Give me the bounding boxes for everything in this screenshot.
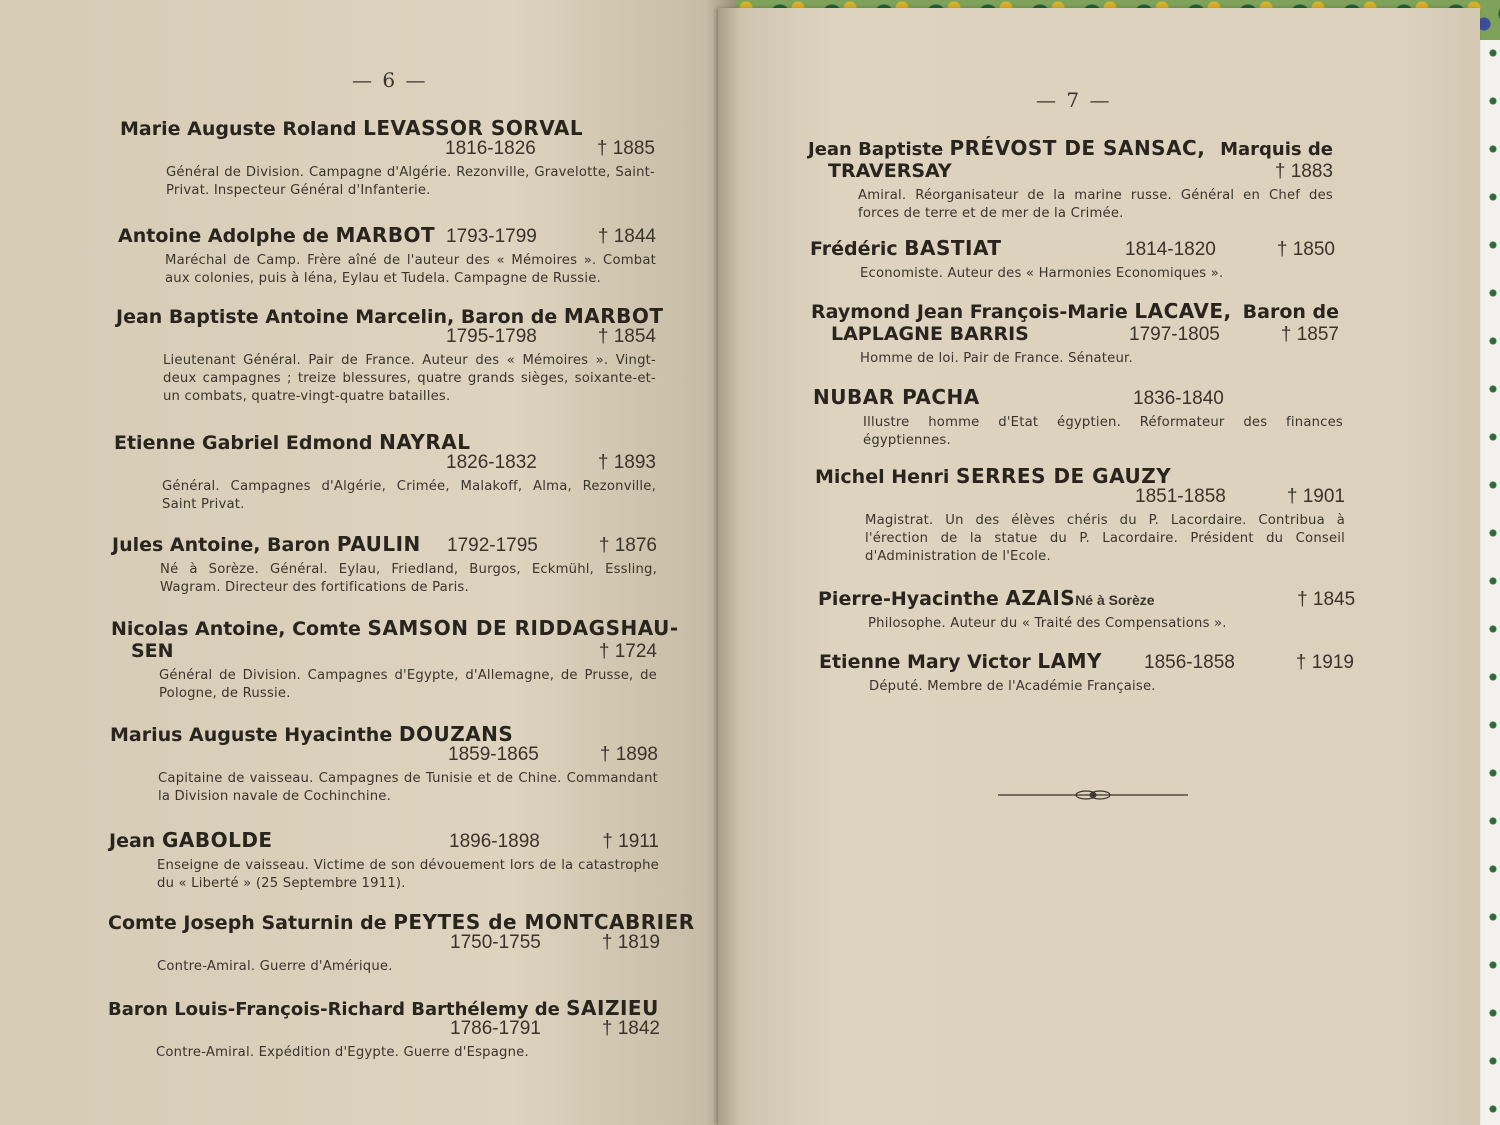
entry-surname: AZAIS (1005, 586, 1076, 610)
entry-description: Amiral. Réorganisateur de la marine russe. Général en Chef des forces de terre et de mer de la Crimée. (858, 188, 1333, 221)
entry-given-names: Jules Antoine, Baron (112, 534, 331, 556)
list-item (112, 532, 657, 597)
entry-death: † 1876 (598, 535, 657, 556)
list-item (118, 223, 656, 288)
list-item (116, 304, 664, 406)
entry-description: Né à Sorèze. Général. Eylau, Friedland, Burgos, Eckmühl, Essling, Wagram. Directeur des fortifications de Paris. (160, 562, 657, 595)
right-page (718, 8, 1480, 1125)
entry-given-names: Pierre-Hyacinthe (818, 588, 999, 610)
entry-given-names: Jean Baptiste Antoine Marcelin, Baron de (116, 306, 558, 328)
list-item (811, 299, 1339, 368)
entry-description: Contre-Amiral. Guerre d'Amérique. (157, 959, 393, 974)
entry-years: 1836-1840 (1133, 388, 1224, 409)
entry-surname: DOUZANS (398, 722, 514, 746)
entry-title: Marquis de (1220, 139, 1333, 160)
list-item (108, 910, 695, 976)
entry-given-names: Etienne Gabriel Edmond (114, 432, 373, 454)
entry-years: 1816-1826 (445, 138, 536, 159)
list-item (111, 616, 679, 703)
entry-description: Capitaine de vaisseau. Campagnes de Tunisie et de Chine. Commandant la Division navale de Cochinchine. (158, 771, 658, 804)
entry-death: † 1893 (597, 452, 656, 473)
entry-description: Contre-Amiral. Expédition d'Egypte. Guerre d'Espagne. (156, 1045, 529, 1060)
list-item (818, 586, 1356, 633)
list-item (813, 385, 1343, 450)
list-item (108, 996, 660, 1062)
entry-years: 1856-1858 (1144, 652, 1235, 673)
entry-surname: NAYRAL (379, 430, 471, 454)
entry-given-names: Jean (109, 830, 156, 852)
page-number: — 6 — (352, 68, 428, 92)
entry-description: Lieutenant Général. Pair de France. Auteur des « Mémoires ». Vingt-deux campagnes ; treize blessures, quatre grands sièges, soixante-et-un combats, quatre-vingt-quatre batailles. (163, 353, 656, 404)
entry-surname-continued: SEN (131, 640, 174, 662)
list-item (808, 136, 1333, 223)
entry-description: Magistrat. Un des élèves chéris du P. Lacordaire. Contribua à l'érection de la statue du P. Lacordaire. Président du Conseil d'Administration de l'Ecole. (865, 513, 1345, 564)
list-item (815, 464, 1345, 566)
list-item (120, 116, 655, 200)
entry-death: † 1901 (1286, 486, 1345, 507)
entry-surname: BASTIAT (904, 236, 1002, 260)
entry-years: 1750-1755 (450, 932, 541, 953)
entry-surname: MARBOT (563, 304, 664, 328)
entry-description: Philosophe. Auteur du « Traité des Compensations ». (868, 616, 1227, 631)
entry-given-names: Raymond Jean François-Marie (811, 301, 1128, 323)
entry-surname: NUBAR PACHA (813, 385, 980, 409)
entry-years: 1826-1832 (446, 452, 537, 473)
entry-years: 1795-1798 (446, 326, 537, 347)
entry-title: Baron de (1242, 301, 1339, 323)
entry-surname: SAMSON DE RIDDAGSHAU- (367, 616, 679, 640)
entry-given-names: Comte Joseph Saturnin de (108, 912, 387, 934)
entry-years: 1797-1805 (1129, 324, 1220, 345)
entry-description: Economiste. Auteur des « Harmonies Economiques ». (860, 266, 1224, 281)
list-item (114, 430, 656, 514)
page-number: — 7 — (1036, 88, 1112, 112)
entry-description: Illustre homme d'Etat égyptien. Réformateur des finances égyptiennes. (863, 415, 1343, 448)
list-item (109, 828, 659, 893)
list-item (110, 722, 658, 806)
entry-death: † 1919 (1295, 652, 1354, 673)
entry-years: 1896-1898 (449, 831, 540, 852)
entry-years: 1786-1791 (450, 1018, 541, 1039)
entry-death: † 1911 (602, 831, 659, 852)
entry-given-names: Marius Auguste Hyacinthe (110, 724, 393, 746)
entry-surname: PEYTES de MONTCABRIER (393, 910, 695, 934)
entry-surname: GABOLDE (161, 828, 273, 852)
entry-given-names: Etienne Mary Victor (819, 651, 1031, 673)
entry-death: † 1850 (1276, 239, 1335, 260)
entry-death: † 1885 (596, 138, 655, 159)
entry-years: 1792-1795 (447, 535, 538, 556)
entry-description: Homme de loi. Pair de France. Sénateur. (860, 351, 1133, 366)
entry-surname: SERRES DE GAUZY (956, 464, 1172, 488)
entry-surname: SAIZIEU (566, 996, 659, 1020)
entry-given-names: Nicolas Antoine, Comte (111, 618, 361, 640)
entry-surname: LACAVE, (1134, 299, 1232, 323)
entry-description: Député. Membre de l'Académie Française. (869, 679, 1156, 694)
entry-death: † 1857 (1280, 324, 1339, 345)
entry-surname-continued: TRAVERSAY (828, 160, 952, 182)
entry-given-names: Frédéric (810, 238, 898, 260)
entry-description: Général. Campagnes d'Algérie, Crimée, Malakoff, Alma, Rezonville, Saint Privat. (162, 479, 656, 512)
entry-surname: MARBOT (335, 223, 436, 247)
entry-given-names: Marie Auguste Roland (120, 118, 357, 140)
entry-death: † 1845 (1297, 589, 1356, 610)
entry-years: 1793-1799 (446, 226, 537, 247)
entry-surname: LEVASSOR SORVAL (363, 116, 584, 140)
ornament-divider-icon (998, 785, 1188, 805)
left-page (0, 0, 735, 1125)
entry-surname: PRÉVOST DE SANSAC, (949, 136, 1206, 160)
entry-description: Maréchal de Camp. Frère aîné de l'auteur des « Mémoires ». Combat aux colonies, puis à Iéna, Eylau et Tudela. Campagne de Russie. (165, 253, 656, 286)
entry-death: † 1883 (1274, 161, 1333, 182)
entry-given-names: Jean Baptiste (808, 139, 944, 160)
entry-death: † 1842 (601, 1018, 660, 1039)
entry-years: 1851-1858 (1135, 486, 1226, 507)
entry-death: † 1844 (597, 226, 656, 247)
entry-given-names: Michel Henri (815, 466, 950, 488)
entry-surname-continued: LAPLAGNE BARRIS (831, 323, 1029, 345)
entry-description: Général de Division. Campagne d'Algérie. Rezonville, Gravelotte, Saint-Privat. Inspecteur Général d'Infanterie. (166, 165, 655, 198)
entry-description: Enseigne de vaisseau. Victime de son dévouement lors de la catastrophe du « Liberté » (25 Septembre 1911). (157, 858, 659, 891)
list-item (810, 236, 1335, 283)
entry-death: † 1898 (599, 744, 658, 765)
entry-surname: LAMY (1037, 649, 1102, 673)
entry-death: † 1819 (601, 932, 660, 953)
entry-death: † 1854 (597, 326, 656, 347)
entry-given-names: Antoine Adolphe de (118, 225, 329, 247)
entry-birthplace: Né à Sorèze (1075, 592, 1155, 608)
entry-years: 1859-1865 (448, 744, 539, 765)
entry-years: 1814-1820 (1125, 239, 1216, 260)
entry-death: † 1724 (598, 641, 657, 662)
entry-description: Général de Division. Campagnes d'Egypte, d'Allemagne, de Prusse, de Pologne, de Russie. (159, 668, 657, 701)
list-item (819, 649, 1354, 696)
entry-given-names: Baron Louis-François-Richard Barthélemy de (108, 999, 560, 1020)
entry-surname: PAULIN (336, 532, 421, 556)
